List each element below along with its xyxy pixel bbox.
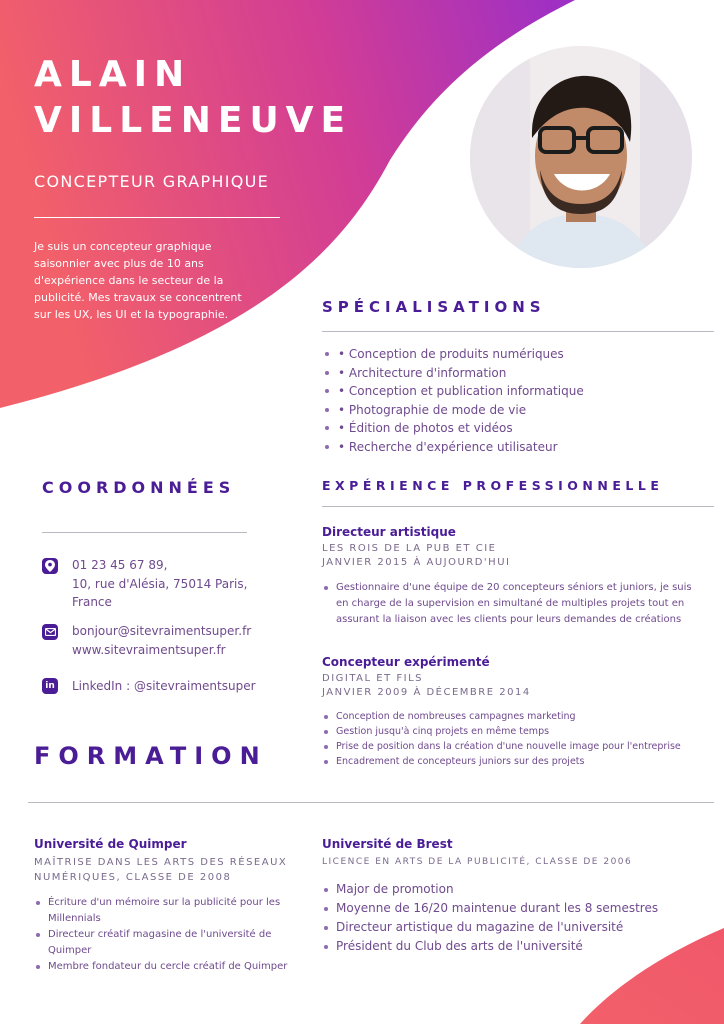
list-item: • Édition de photos et vidéos bbox=[322, 419, 584, 438]
specialisations-list bbox=[322, 345, 584, 457]
list-item: Moyenne de 16/20 maintenue durant les 8 semestres bbox=[322, 899, 702, 918]
list-item: Directeur créatif magasine de l'université de Quimper bbox=[34, 927, 296, 959]
school-name: Université de Quimper bbox=[34, 837, 187, 851]
contact-address-line1: 10, rue d'Alésia, 75014 Paris, bbox=[72, 576, 248, 591]
list-item: Prise de position dans la création d'une nouvelle image pour l'entreprise bbox=[322, 739, 702, 754]
contact-online bbox=[72, 622, 251, 659]
contact-address-line2: France bbox=[72, 595, 112, 609]
school-entry-2 bbox=[322, 837, 702, 956]
experience-dates: JANVIER 2015 À AUJOURD'HUI bbox=[322, 557, 511, 568]
list-item: Écriture d'un mémoire sur la publicité pour les Millennials bbox=[34, 895, 296, 927]
mail-icon bbox=[42, 624, 58, 640]
school-name: Université de Brest bbox=[322, 837, 453, 851]
school-degree: LICENCE EN ARTS DE LA PUBLICITÉ, CLASSE DE 2006 bbox=[322, 857, 633, 867]
contact-email[interactable]: bonjour@sitevraimentsuper.fr bbox=[72, 624, 252, 638]
school-bullets bbox=[34, 895, 296, 975]
list-item: • Architecture d'information bbox=[322, 364, 584, 383]
experience-divider bbox=[322, 506, 714, 507]
list-item: Gestionnaire d'une équipe de 20 concepteurs séniors et juniors, je suis en charge de la supervision en simultané de multiples projets tout en assurant la liaison avec les clients pour leurs demandes de créations bbox=[322, 580, 692, 628]
candidate-name bbox=[34, 52, 352, 144]
contact-title: COORDONNÉES bbox=[42, 478, 236, 497]
job-title: CONCEPTEUR GRAPHIQUE bbox=[34, 172, 270, 191]
list-item: Major de promotion bbox=[322, 880, 702, 899]
intro-text: Je suis un concepteur graphique saisonnier avec plus de 10 ans d'expérience dans le secteur de la publicité. Mes travaux se concentrent sur les UX, les UI et la typographie. bbox=[34, 240, 242, 321]
specialisations-divider bbox=[322, 331, 714, 332]
specialisations-title: SPÉCIALISATIONS bbox=[322, 298, 546, 316]
profile-photo bbox=[470, 46, 692, 268]
list-item: Président du Club des arts de l'université bbox=[322, 937, 702, 956]
linkedin-icon: in bbox=[42, 678, 58, 694]
contact-address bbox=[72, 556, 247, 612]
list-item: • Conception et publication informatique bbox=[322, 382, 584, 401]
list-item: Gestion jusqu'à cinq projets en même temps bbox=[322, 724, 702, 739]
experience-company: DIGITAL ET FILS bbox=[322, 673, 423, 684]
experience-bullets bbox=[322, 709, 702, 769]
list-item: • Recherche d'expérience utilisateur bbox=[322, 438, 584, 457]
experience-entry-1 bbox=[322, 525, 692, 628]
formation-title: FORMATION bbox=[34, 742, 268, 770]
experience-dates: JANVIER 2009 À DÉCEMBRE 2014 bbox=[322, 687, 531, 698]
formation-divider bbox=[28, 802, 714, 803]
header-divider bbox=[34, 217, 280, 218]
contact-website[interactable]: www.sitevraimentsuper.fr bbox=[72, 642, 226, 657]
contact-linkedin[interactable]: LinkedIn : @sitevraimentsuper bbox=[72, 679, 256, 693]
list-item: Membre fondateur du cercle créatif de Quimper bbox=[34, 959, 296, 975]
list-item: Directeur artistique du magazine de l'université bbox=[322, 918, 702, 937]
contact-divider bbox=[42, 532, 247, 533]
last-name: VILLENEUVE bbox=[34, 100, 353, 141]
portrait-illustration bbox=[470, 46, 692, 268]
list-item: • Conception de produits numériques bbox=[322, 345, 584, 364]
school-entry-1 bbox=[34, 837, 296, 975]
school-bullets bbox=[322, 880, 702, 956]
list-item: Encadrement de concepteurs juniors sur des projets bbox=[322, 754, 702, 769]
contact-phone: 01 23 45 67 89, bbox=[72, 558, 168, 572]
location-icon bbox=[42, 558, 58, 574]
experience-company: LES ROIS DE LA PUB ET CIE bbox=[322, 543, 497, 554]
list-item: Conception de nombreuses campagnes marketing bbox=[322, 709, 702, 724]
school-degree: MAÎTRISE DANS LES ARTS DES RÉSEAUX NUMÉRIQUES, CLASSE DE 2008 bbox=[34, 857, 288, 883]
list-item: • Photographie de mode de vie bbox=[322, 401, 584, 420]
experience-title: EXPÉRIENCE PROFESSIONNELLE bbox=[322, 478, 664, 493]
experience-entry-2 bbox=[322, 655, 702, 769]
first-name: ALAIN bbox=[34, 54, 192, 95]
experience-job-title: Directeur artistique bbox=[322, 525, 456, 539]
experience-bullets bbox=[322, 580, 692, 628]
experience-job-title: Concepteur expérimenté bbox=[322, 655, 490, 669]
